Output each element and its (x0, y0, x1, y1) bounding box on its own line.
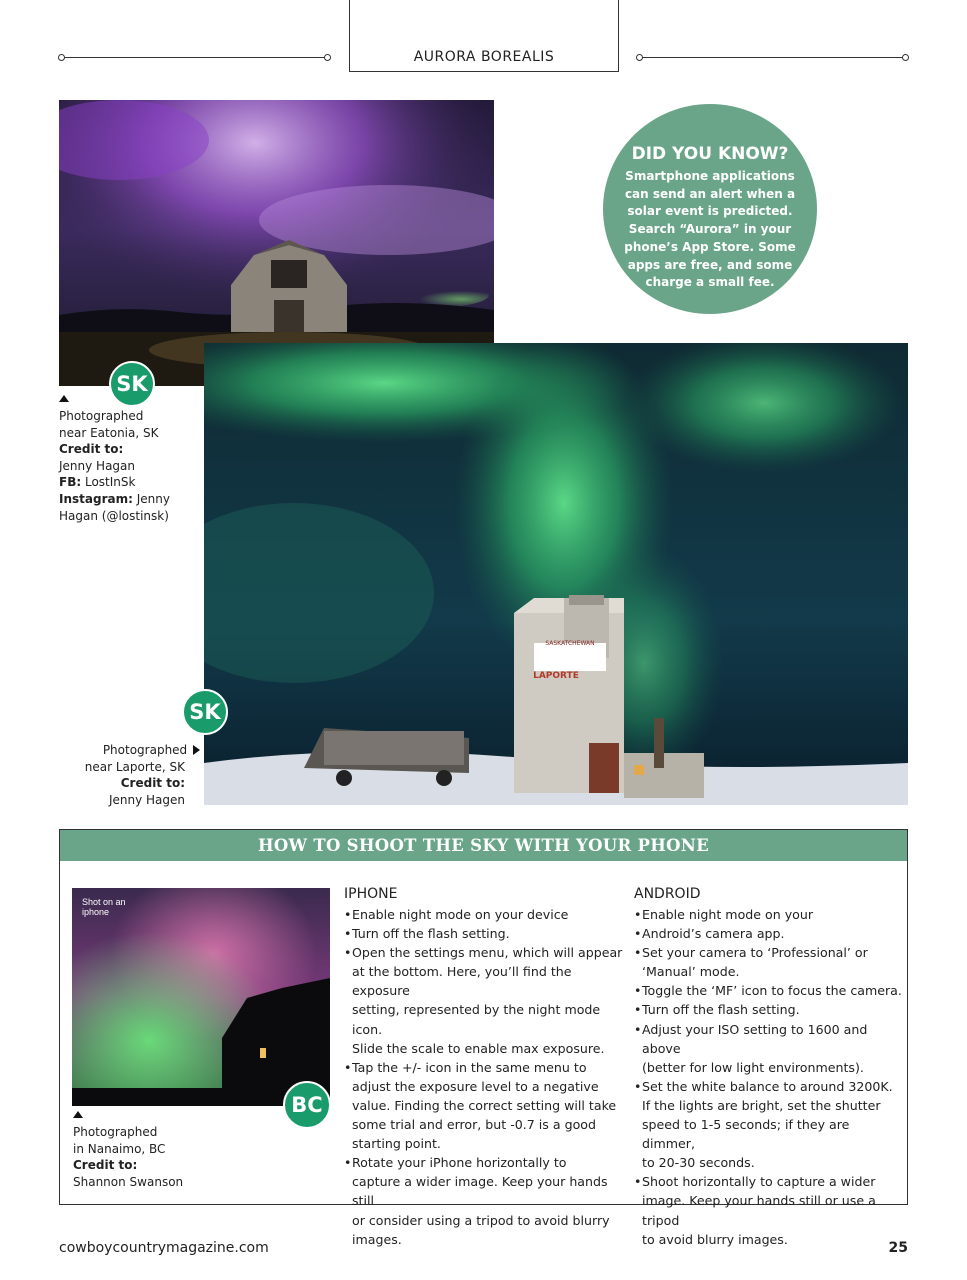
header-rule-left-dot-start (58, 54, 65, 61)
header-rule-right (640, 57, 906, 58)
tip-line: • Set your camera to ‘Professional’ or (642, 945, 868, 961)
section-title: AURORA BOREALIS (413, 49, 555, 65)
page-number: 25 (888, 1240, 908, 1256)
credit-label: Credit to: (59, 442, 124, 457)
tip-line: to avoid blurry images. (642, 1231, 788, 1247)
instagram-label: Instagram: (59, 491, 133, 506)
did-you-know-callout (603, 104, 817, 314)
did-you-know-title: DID YOU KNOW? (631, 144, 789, 164)
tip-line: • Android’s camera app. (642, 926, 785, 942)
tip-line: (better for low light environments). (642, 1059, 864, 1075)
tip-line: some trial and error, but -0.7 is a good (352, 1117, 596, 1133)
tip-line: capture a wider image. Keep your hands still (352, 1174, 608, 1209)
caption-line: Photographed (73, 1125, 158, 1139)
iphone-aurora-photo (72, 888, 330, 1106)
caption-line: Photographed (102, 743, 188, 757)
caption-line: near Eatonia, SK (59, 425, 159, 440)
photo-overlay-line2: iphone (82, 907, 110, 917)
instagram-value: Jenny (132, 491, 170, 506)
credit-name: Jenny Hagan (59, 458, 136, 473)
credit-label: Credit to: (120, 776, 185, 791)
tip-line: • Enable night mode on your device (352, 907, 569, 922)
fb-label: FB: (59, 475, 82, 490)
credit-name: Shannon Swanson (73, 1174, 184, 1189)
iphone-tips-list (344, 905, 626, 1249)
android-tip (634, 943, 904, 981)
tip-line: • Adjust your ISO setting to 1600 and above (642, 1021, 868, 1056)
tip-line: • Toggle the ‘MF’ icon to focus the camera. (642, 983, 902, 999)
iphone-column-title: IPHONE (344, 886, 398, 902)
header-rule-left-dot-end (324, 54, 331, 61)
caption-line: in Nanaimo, BC (73, 1141, 166, 1156)
footer-url: cowboycountrymagazine.com (59, 1240, 269, 1256)
tip-line: adjust the exposure level to a negative (352, 1078, 599, 1094)
android-tip (634, 1000, 904, 1019)
android-tips-list (634, 905, 904, 1249)
android-tip (634, 905, 904, 924)
tip-line: setting, represented by the night mode icon. (352, 1002, 601, 1037)
tip-line: to 20-30 seconds. (642, 1155, 755, 1171)
tip-line: • Shoot horizontally to capture a wider (642, 1174, 876, 1190)
instagram-value-cont: Hagan (@lostinsk) (59, 508, 169, 523)
triangle-right-icon (193, 745, 200, 755)
triangle-up-icon (73, 1111, 83, 1118)
elevator-sign-town: LAPORTE (533, 671, 579, 681)
tip-line: starting point. (352, 1136, 441, 1152)
photo2-caption (59, 742, 200, 808)
photo1-caption (59, 395, 199, 524)
province-badge-sk-top: SK (109, 361, 155, 407)
caption-line: Photographed (59, 409, 144, 423)
android-tip (634, 1020, 904, 1077)
iphone-tip (344, 1153, 626, 1248)
iphone-tip (344, 1058, 626, 1153)
tip-line: image. Keep your hands still or use a tripod (642, 1193, 876, 1228)
header-rule-left (61, 57, 327, 58)
android-tip (634, 1077, 904, 1172)
fb-value: LostInSk (81, 475, 136, 490)
province-badge-bc: BC (283, 1081, 331, 1129)
elevator-aurora-photo (204, 343, 908, 805)
android-tip (634, 981, 904, 1000)
how-to-box (59, 829, 908, 1247)
tip-line: • Rotate your iPhone horizontally to (352, 1155, 567, 1171)
credit-label: Credit to: (73, 1158, 138, 1173)
did-you-know-body: Smartphone applications can send an alert when a solar event is predicted. Search “Aurora” in your phone’s App Store. Some apps are free, and some charge a small fee. (624, 169, 796, 290)
province-badge-sk-bottom: SK (182, 689, 228, 735)
credit-name: Jenny Hagen (108, 792, 185, 807)
header-rule-right-dot-end (902, 54, 909, 61)
elevator-sign-top: SASKATCHEWAN (545, 640, 595, 647)
header-rule-right-dot-start (636, 54, 643, 61)
tip-line: • Set the white balance to around 3200K. (642, 1078, 893, 1094)
how-to-title: HOW TO SHOOT THE SKY WITH YOUR PHONE (60, 830, 907, 861)
tip-line: at the bottom. Here, you’ll find the exposure (352, 964, 572, 999)
tip-line: • Enable night mode on your (642, 907, 814, 922)
iphone-tip (344, 924, 626, 943)
tip-line: or consider using a tripod to avoid blurry (352, 1212, 610, 1228)
tip-line: speed to 1-5 seconds; if they are dimmer, (642, 1117, 850, 1152)
tip-line: If the lights are bright, set the shutter (642, 1097, 881, 1113)
tip-line: • Tap the +/- icon in the same menu to (352, 1059, 587, 1075)
howto-photo-caption (73, 1111, 223, 1190)
tip-line: value. Finding the correct setting will take (352, 1097, 617, 1113)
android-tip (634, 1172, 904, 1248)
android-column-title: ANDROID (634, 886, 701, 902)
tip-line: Slide the scale to enable max exposure. (352, 1040, 605, 1056)
android-tip (634, 924, 904, 943)
iphone-tip (344, 905, 626, 924)
tip-line: • Turn off the flash setting. (642, 1002, 800, 1018)
tip-line: • Turn off the flash setting. (352, 926, 510, 942)
tip-line: • Open the settings menu, which will appear (352, 945, 623, 961)
tip-line: ‘Manual’ mode. (642, 964, 740, 980)
tip-line: images. (352, 1231, 402, 1247)
caption-line: near Laporte, SK (84, 759, 185, 774)
triangle-up-icon (59, 395, 69, 402)
photo-overlay-line1: Shot on an (82, 897, 126, 907)
iphone-tip (344, 943, 626, 1058)
section-tab (349, 0, 619, 72)
